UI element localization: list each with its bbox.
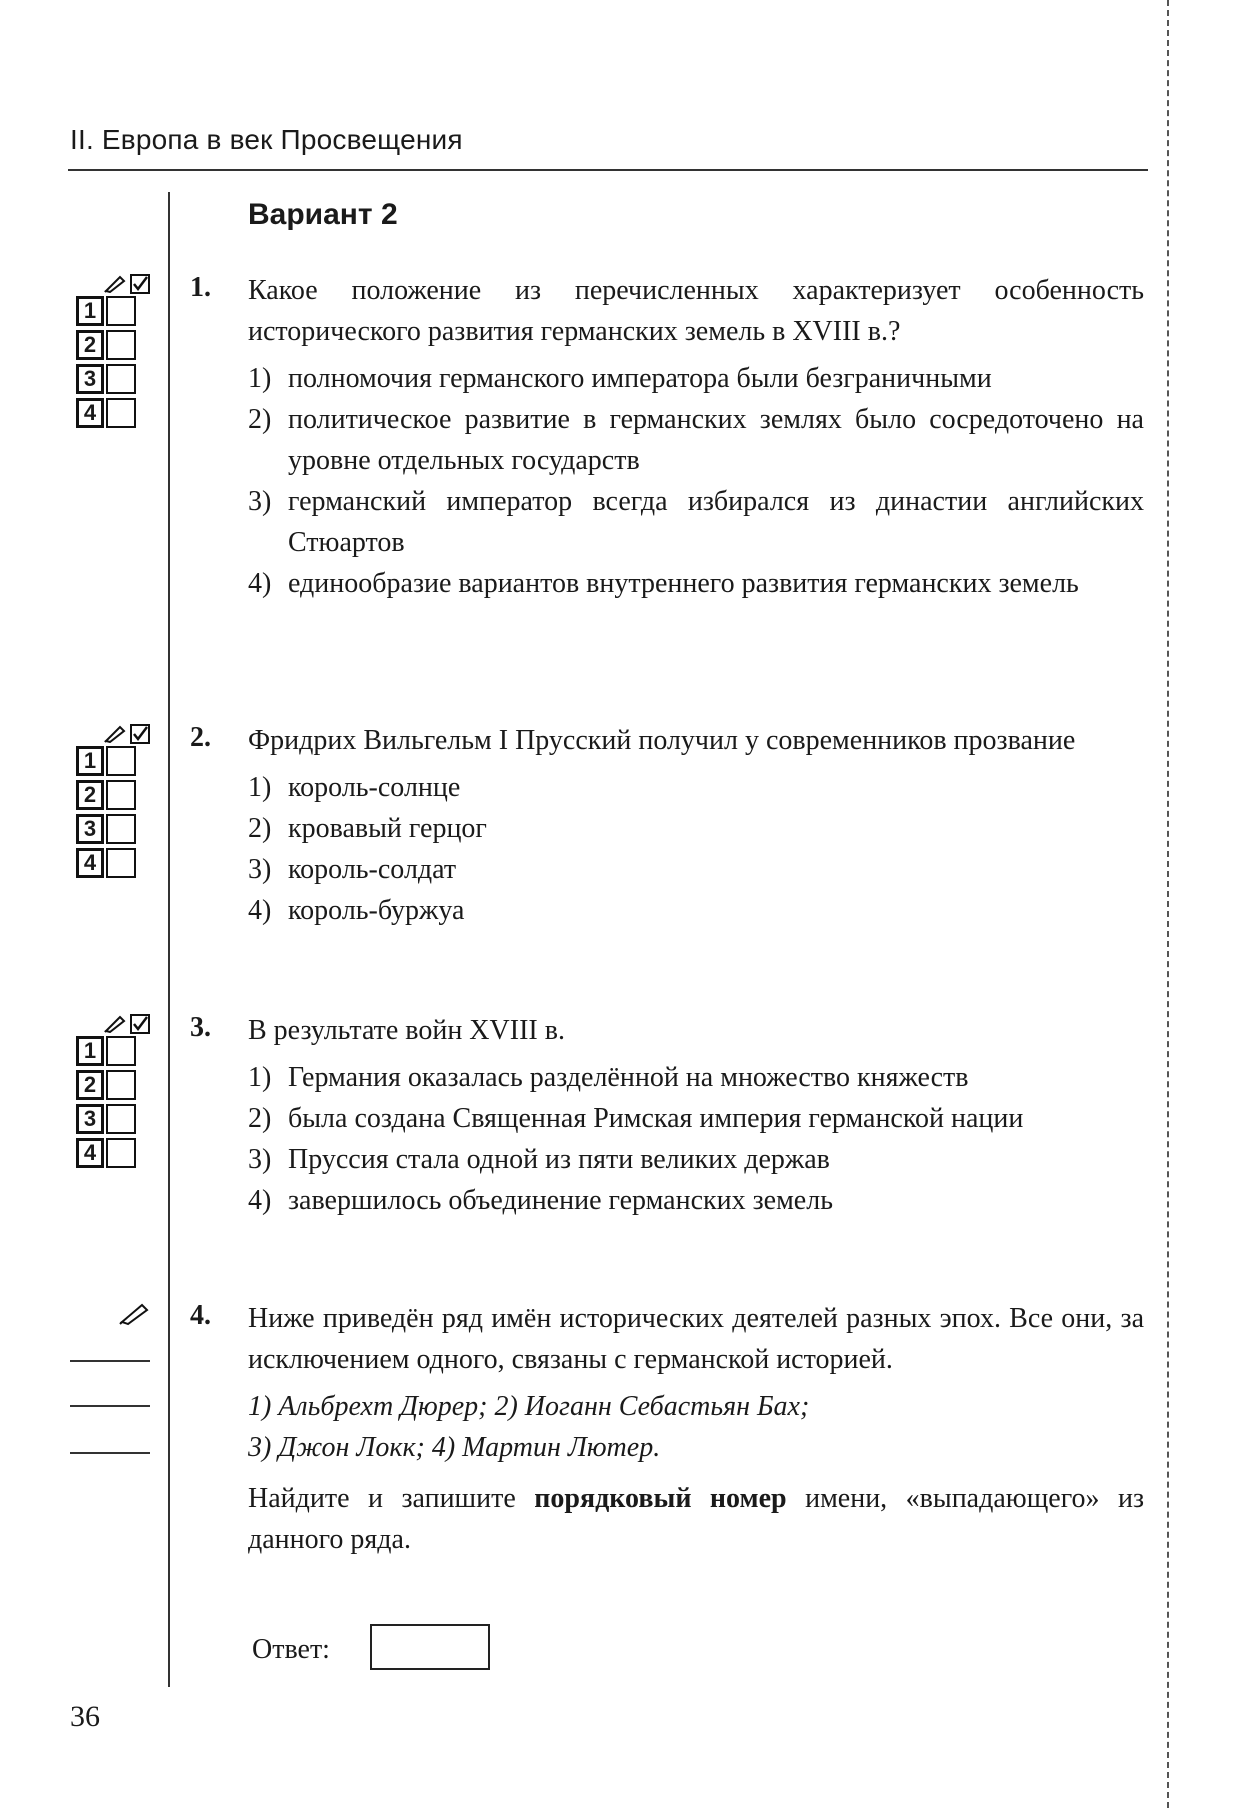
answer-checkbox[interactable]: [106, 848, 136, 878]
question-stem: Какое положение из перечисленных характеризует особенность исторического развития германских земель в XVIII в.?: [248, 275, 1144, 347]
names-list-line: 3) Джон Локк; 4) Мартин Лютер.: [248, 1432, 661, 1463]
option-text: политическое развитие в германских землях было сосредоточено на уровне отдельных государств: [288, 404, 1144, 476]
write-in-line[interactable]: [70, 1360, 150, 1362]
option-number: 1): [248, 363, 272, 394]
answer-checkbox[interactable]: [106, 364, 136, 394]
answer-checkbox[interactable]: [106, 746, 136, 776]
answer-option: [248, 481, 1144, 563]
question-number: 1.: [190, 272, 211, 303]
option-text: король-солнце: [288, 772, 461, 803]
question-2: [248, 720, 1144, 931]
answer-grid-q1: [76, 272, 150, 432]
option-number: 2): [248, 404, 272, 435]
option-number: 2): [248, 813, 272, 844]
option-number-box: 4: [76, 1138, 104, 1168]
answer-option: [248, 1057, 1144, 1098]
option-number-box: 2: [76, 330, 104, 360]
answer-option: [248, 358, 1144, 399]
page-number: 36: [70, 1700, 100, 1733]
option-number: 3): [248, 854, 272, 885]
question-number: 3.: [190, 1012, 211, 1043]
option-number-box: 2: [76, 1070, 104, 1100]
answer-checkbox[interactable]: [106, 398, 136, 428]
pencil-icon: [104, 275, 126, 293]
question-number: 2.: [190, 722, 211, 753]
question-number: 4.: [190, 1300, 211, 1331]
option-number-box: 4: [76, 848, 104, 878]
checkbox-check-icon: [130, 724, 150, 744]
question-stem: Фридрих Вильгельм I Прусский получил у современников прозвание: [248, 725, 1076, 756]
option-number: 4): [248, 568, 272, 599]
option-number: 2): [248, 1103, 272, 1134]
option-number-box: 2: [76, 780, 104, 810]
pencil-icon: [104, 1015, 126, 1033]
option-text: Германия оказалась разделённой на множество княжеств: [288, 1062, 969, 1093]
option-text: король-буржуа: [288, 895, 465, 926]
option-number: 3): [248, 486, 272, 517]
write-in-line[interactable]: [70, 1405, 150, 1407]
option-number-box: 1: [76, 296, 104, 326]
option-number-box: 4: [76, 398, 104, 428]
answer-checkbox[interactable]: [106, 1138, 136, 1168]
option-number: 1): [248, 1062, 272, 1093]
option-number-box: 1: [76, 1036, 104, 1066]
question-stem: Ниже приведён ряд имён исторических деятелей разных эпох. Все они, за исключением одного, связаны с германской историей.: [248, 1303, 1144, 1375]
answer-checkbox[interactable]: [106, 1104, 136, 1134]
option-number: 3): [248, 1144, 272, 1175]
answer-checkbox[interactable]: [106, 330, 136, 360]
pencil-icon: [118, 1302, 152, 1326]
names-list-line: 1) Альбрехт Дюрер; 2) Иоганн Себастьян Бах;: [248, 1391, 810, 1422]
answer-option: [248, 767, 1144, 808]
answer-input-box[interactable]: [370, 1624, 490, 1670]
option-text: кровавый герцог: [288, 813, 487, 844]
checkbox-check-icon: [130, 1014, 150, 1034]
option-number: 4): [248, 1185, 272, 1216]
answer-option: [248, 808, 1144, 849]
answer-option: [248, 1180, 1144, 1221]
question-4: [248, 1298, 1144, 1560]
question-1: [248, 270, 1144, 604]
answer-option: [248, 1098, 1144, 1139]
instruction-text: Найдите и запишите порядковый номер имени, «выпадающего» из данного ряда.: [248, 1483, 1144, 1555]
option-number-box: 3: [76, 1104, 104, 1134]
cut-line: [1167, 0, 1169, 1808]
option-number-box: 1: [76, 746, 104, 776]
answer-option: [248, 1139, 1144, 1180]
option-text: была создана Священная Римская империя германской нации: [288, 1103, 1024, 1134]
checkbox-check-icon: [130, 274, 150, 294]
option-number: 1): [248, 772, 272, 803]
option-number: 4): [248, 895, 272, 926]
answer-grid-q2: [76, 722, 150, 882]
option-text: полномочия германского императора были безграничными: [288, 363, 992, 394]
question-stem: В результате войн XVIII в.: [248, 1015, 565, 1046]
option-text: завершилось объединение германских земель: [288, 1185, 833, 1216]
instruction-emphasis: порядковый номер: [534, 1483, 787, 1514]
answer-checkbox[interactable]: [106, 296, 136, 326]
answer-checkbox[interactable]: [106, 1070, 136, 1100]
answer-label: Ответ:: [252, 1634, 330, 1665]
section-header: II. Европа в век Просвещения: [70, 124, 463, 155]
answer-option: [248, 399, 1144, 481]
variant-title: Вариант 2: [248, 198, 398, 231]
header-divider: [68, 169, 1148, 171]
answer-checkbox[interactable]: [106, 780, 136, 810]
margin-divider: [168, 192, 170, 1687]
answer-option: [248, 563, 1144, 604]
answer-grid-q3: [76, 1012, 150, 1172]
answer-checkbox[interactable]: [106, 814, 136, 844]
question-3: [248, 1010, 1144, 1221]
option-number-box: 3: [76, 814, 104, 844]
option-text: король-солдат: [288, 854, 457, 885]
answer-checkbox[interactable]: [106, 1036, 136, 1066]
pencil-icon: [104, 725, 126, 743]
option-text: Пруссия стала одной из пяти великих держав: [288, 1144, 830, 1175]
option-text: единообразие вариантов внутреннего развития германских земель: [288, 568, 1079, 599]
option-number-box: 3: [76, 364, 104, 394]
answer-option: [248, 890, 1144, 931]
write-in-line[interactable]: [70, 1452, 150, 1454]
answer-option: [248, 849, 1144, 890]
option-text: германский император всегда избирался из династии английских Стюартов: [288, 486, 1144, 558]
